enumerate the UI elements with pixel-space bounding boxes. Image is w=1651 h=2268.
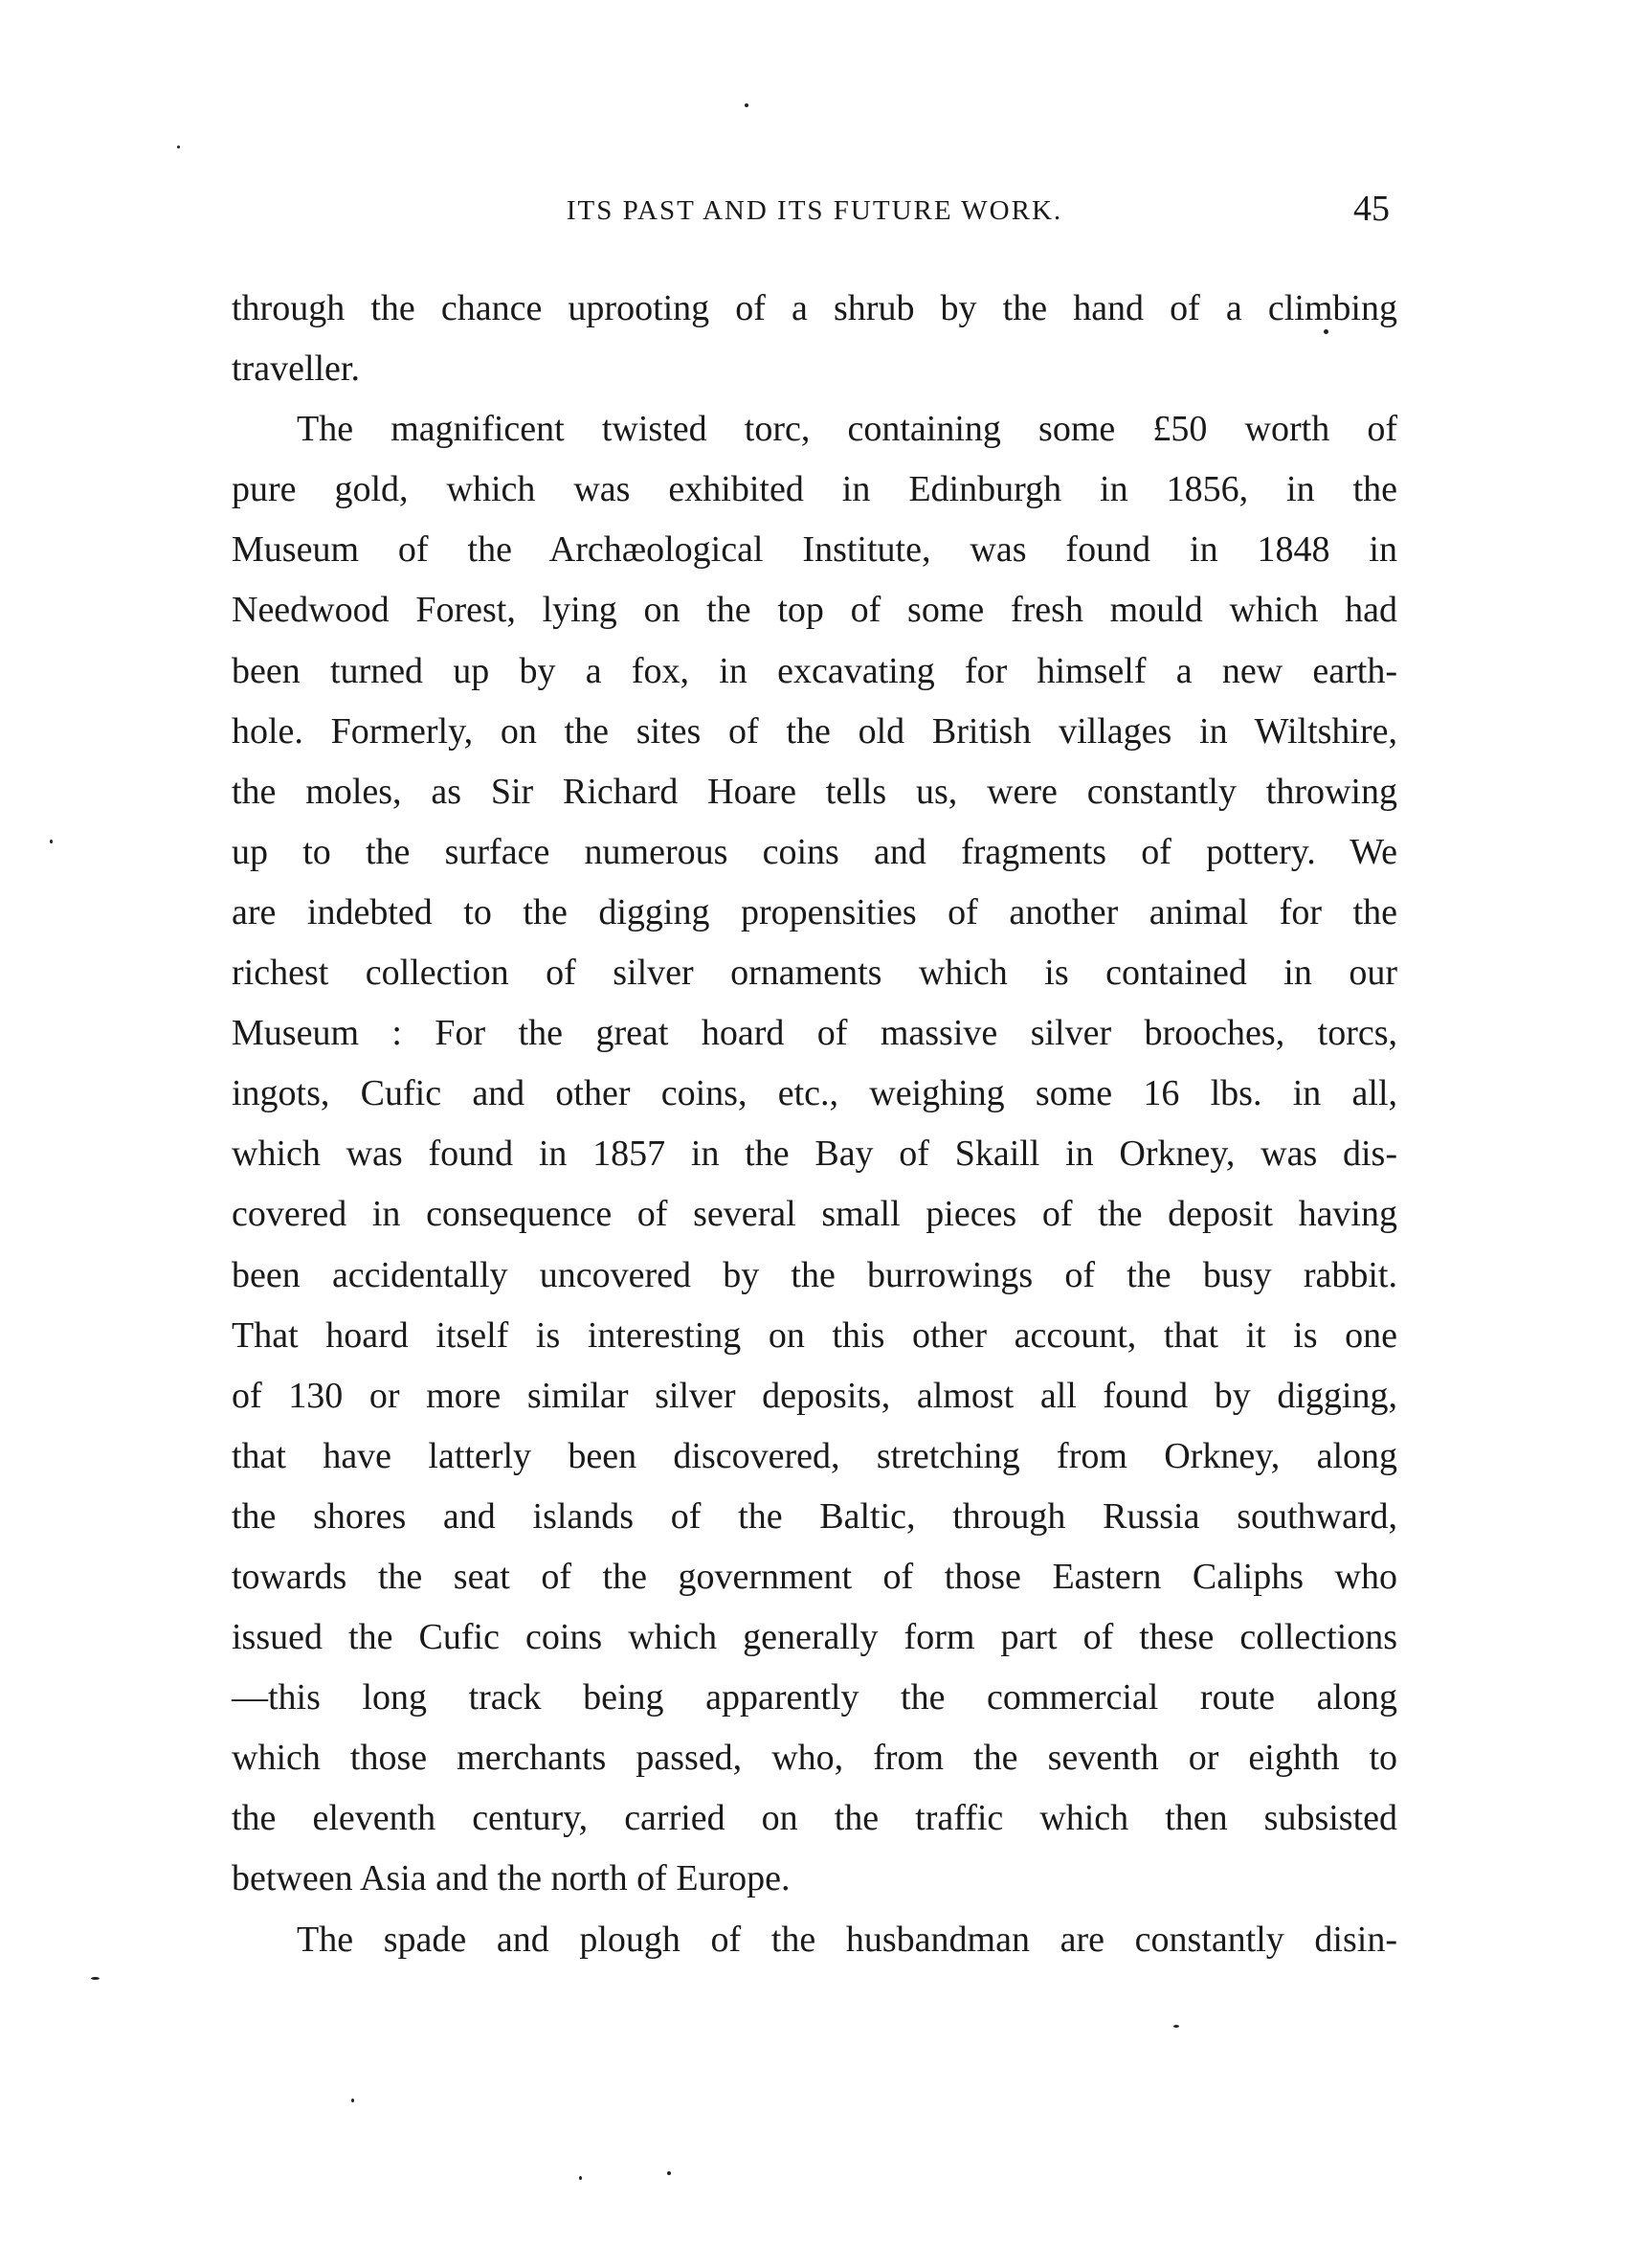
paragraph-start-line: The magnificent twisted torc, containing some £50 worth of [297, 409, 1397, 450]
text-line: the shores and islands of the Baltic, through Russia southward, [232, 1495, 1397, 1537]
running-header [232, 188, 1397, 236]
text-line: richest collection of silver ornaments which is contained in our [232, 953, 1397, 994]
text-line: which was found in 1857 in the Bay of Skaill in Orkney, was dis- [232, 1134, 1397, 1175]
scan-speck [91, 1977, 100, 1980]
text-line: been turned up by a fox, in excavating for himself a new earth- [232, 650, 1397, 691]
text-line: traveller. [232, 348, 360, 390]
scan-speck [745, 103, 748, 107]
text-line: between Asia and the north of Europe. [232, 1858, 791, 1899]
scan-speck [1324, 329, 1328, 334]
scan-speck [177, 146, 180, 148]
text-line: been accidentally uncovered by the burrowings of the busy rabbit. [232, 1254, 1397, 1295]
text-line: issued the Cufic coins which generally form part of these collections [232, 1617, 1397, 1658]
text-line: ingots, Cufic and other coins, etc., weighing some 16 lbs. in all, [232, 1073, 1397, 1114]
text-line: through the chance uprooting of a shrub by the hand of a climbing [232, 288, 1397, 328]
scan-speck [50, 840, 53, 843]
text-line: pure gold, which was exhibited in Edinburgh in 1856, in the [232, 469, 1397, 510]
text-line: up to the surface numerous coins and fragments of pottery. We [232, 831, 1397, 872]
text-line: —this long track being apparently the commercial route along [232, 1677, 1397, 1718]
text-line: hole. Formerly, on the sites of the old British villages in Wiltshire, [232, 710, 1397, 752]
text-line: Museum of the Archæological Institute, was found in 1848 in [232, 529, 1397, 571]
scan-speck [351, 2099, 354, 2102]
text-line: the moles, as Sir Richard Hoare tells us, were constantly throwing [232, 771, 1397, 812]
text-line: Needwood Forest, lying on the top of some fresh mould which had [232, 590, 1397, 631]
running-title: ITS PAST AND ITS FUTURE WORK. [566, 195, 1063, 226]
text-line: that have latterly been discovered, stretching from Orkney, along [232, 1435, 1397, 1476]
text-line: which those merchants passed, who, from the seventh or eighth to [232, 1738, 1397, 1779]
text-line: towards the seat of the government of those Eastern Caliphs who [232, 1556, 1397, 1597]
text-line: the eleventh century, carried on the traffic which then subsisted [232, 1798, 1397, 1839]
text-line: of 130 or more similar silver deposits, almost all found by digging, [232, 1375, 1397, 1416]
text-line: Museum : For the great hoard of massive silver brooches, torcs, [232, 1013, 1397, 1054]
scan-speck [667, 2171, 671, 2175]
text-line: covered in consequence of several small pieces of the deposit having [232, 1194, 1397, 1235]
page-number: 45 [1353, 189, 1390, 229]
scan-speck [1173, 2025, 1179, 2028]
body-text [232, 284, 1397, 1976]
paragraph-start-line: The spade and plough of the husbandman are constantly disin- [297, 1919, 1397, 1960]
text-line: That hoard itself is interesting on this other account, that it is one [232, 1314, 1397, 1356]
scan-speck [579, 2176, 582, 2180]
text-line: are indebted to the digging propensities of another animal for the [232, 891, 1397, 932]
